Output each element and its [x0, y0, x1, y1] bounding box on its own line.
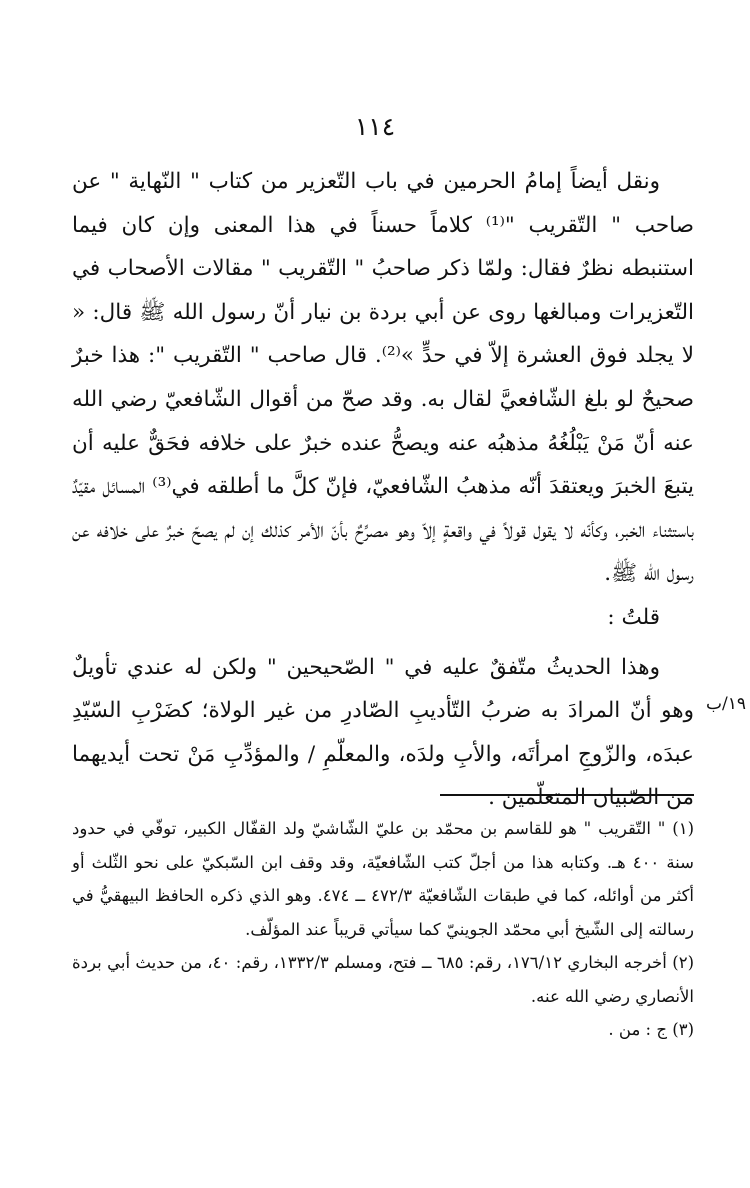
footnotes [72, 812, 694, 1047]
footnote [72, 812, 694, 946]
footnote-divider [440, 794, 694, 796]
footnote-label: (٢) [672, 953, 695, 972]
page-number: ١١٤ [354, 112, 396, 141]
footnote-text: ج : من . [608, 1020, 667, 1039]
footnote-label: (١) [672, 819, 694, 838]
footnote-label: (٣) [672, 1020, 694, 1039]
footnote [72, 946, 694, 1013]
footnote [72, 1013, 694, 1047]
footnote-text: " التّقريب " هو للقاسم بن محمّد بن عليّ الشّاشيّ ولد القفّال الكبير، توفّي في حدود سنة ٤٠٠ هـ. وكتابه هذا من أجلّ كتب الشّافعيّة، وقد وقف ابن السّبكيّ على نحو الثّلث أو أكثر من أوائله، كما في طبقات الشّافعيّة ٤٧٢/٣ ــ ٤٧٤. وهو الذي ذكره الحافظ البيهقيُّ في رسالته إلى الشّيخ أبي محمّد الجوينيّ كما سيأتي قريباً عند المؤلّف. [72, 819, 695, 939]
footnote-text: أخرجه البخاري ١٧٦/١٢، رقم: ٦٨٥ ــ فتح، ومسلم ١٣٣٢/٣، رقم: ٤٠، من حديث أبي بردة الأنصاري رضي الله عنه. [72, 953, 694, 1006]
main-text [72, 160, 694, 820]
paragraph: ونقل أيضاً إمامُ الحرمين في باب التّعزير من كتاب " النّهاية " عن صاحب " التّقريب "⁽¹⁾ كلاماً حسناً في هذا المعنى وإن كان فيما استنبطه نظرٌ فقال: ولمّا ذكر صاحبُ " التّقريب " مقالات الأصحاب في التّعزيرات ومبالغها روى عن أبي بردة بن نيار أنّ رسول الله ﷺ قال: « لا يجلد فوق العشرة إلاّ في حدٍّ »⁽²⁾. قال صاحب " التّقريب ": هذا خبرٌ صحيحٌ لو بلغ الشّافعيَّ لقال به. وقد صحّ من أقوال الشّافعيّ رضي الله عنه أنّ مَنْ يَبْلُغُهُ مذهبُه عنه ويصحُّ عنده خبرٌ على خلافه فحَقٌّ عليه أن يتبعَ الخبرَ ويعتقدَ أنّه مذهبُ الشّافعيّ، فإنّ كلَّ ما أطلقه في⁽³⁾ المسائل مقيّدٌ باستثناء الخبر، وكأنّه لا يقول قولاً في واقعةٍ إلاّ وهو مصرِّحٌ بأنّ الأمر كذلك إن لم يصحّ خبرٌ على خلافه عن رسول الله ﷺ. [72, 169, 694, 587]
folio-margin-note: ١٩/ب [706, 694, 746, 714]
paragraph: قلتُ : [607, 604, 660, 630]
paragraph: وهذا الحديثُ متّفقٌ عليه في " الصّحيحين " ولكن له عندي تأويلٌ وهو أنّ المرادَ به ضربُ التّأديبِ الصّادرِ من غير الولاة؛ كضَرْبِ السّيّدِ عبدَه، والزّوجِ امرأتَه، والأبِ ولدَه، والمعلّمِ / والمؤدِّبِ مَنْ تحت أيديهما من الصّبيان المتعلّمين . [72, 654, 694, 811]
